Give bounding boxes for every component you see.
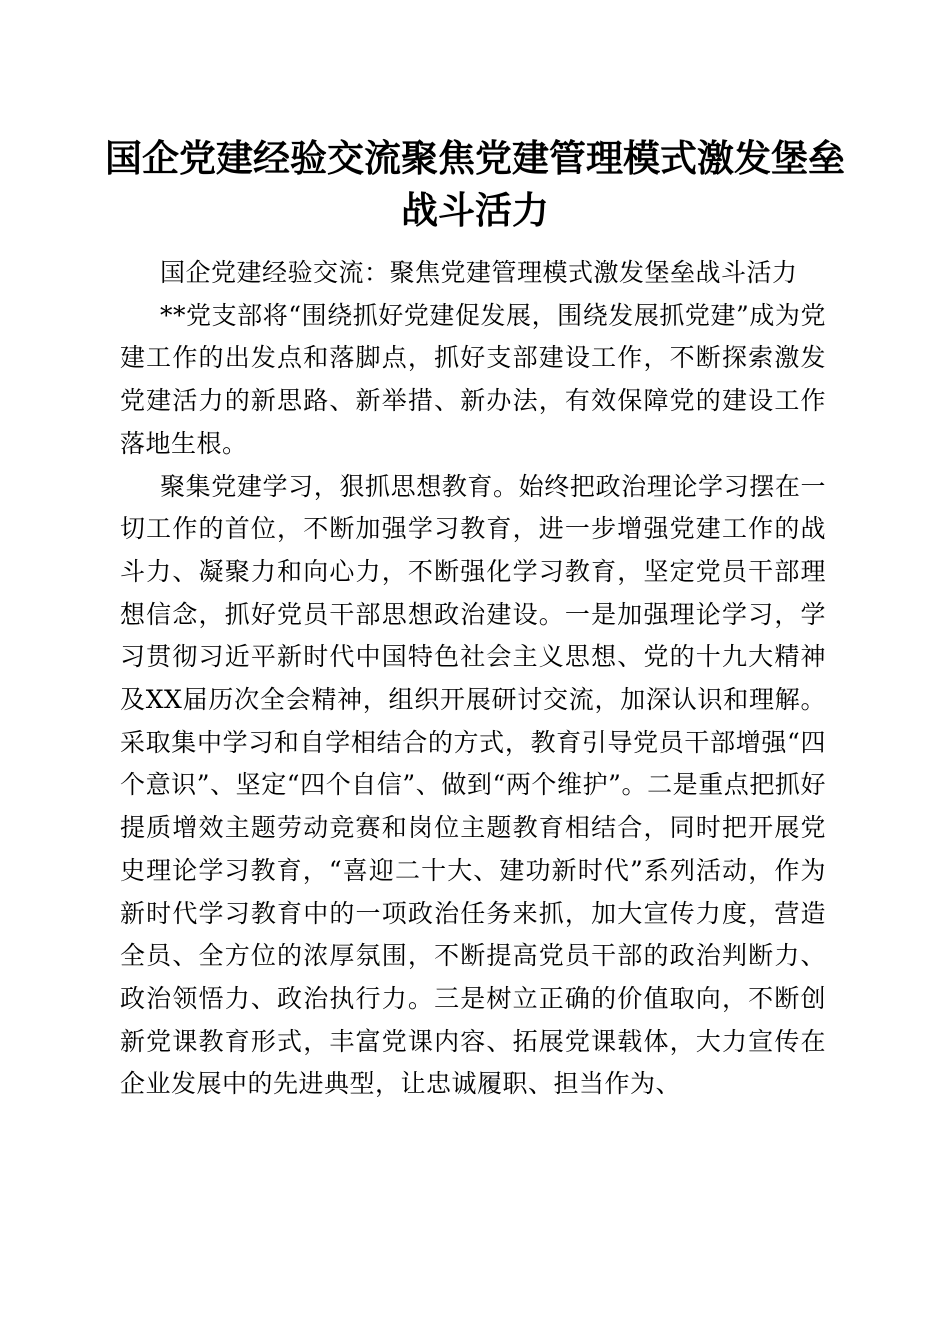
title-line-2: 战斗活力	[401, 188, 549, 232]
document-body	[120, 252, 826, 1106]
document-title	[100, 132, 850, 236]
subtitle-paragraph: 国企党建经验交流：聚焦党建管理模式激发堡垒战斗活力	[160, 258, 798, 287]
study-paragraph: 聚集党建学习，狠抓思想教育。始终把政治理论学习摆在一切工作的首位，不断加强学习教育，进一步增强党建工作的战斗力、凝聚力和向心力，不断强化学习教育，坚定党员干部理想信念，抓好党员干部思想政治建设。一是加强理论学习，学习贯彻习近平新时代中国特色社会主义思想、党的十九大精神及XX届历次全会精神，组织开展研讨交流，加深认识和理解。采取集中学习和自学相结合的方式，教育引导党员干部增强“四个意识”、坚定“四个自信”、做到“两个维护”。二是重点把抓好提质增效主题劳动竞赛和岗位主题教育相结合，同时把开展党史理论学习教育，“喜迎二十大、建功新时代”系列活动，作为新时代学习教育中的一项政治任务来抓，加大宣传力度，营造全员、全方位的浓厚氛围，不断提高党员干部的政治判断力、政治领悟力、政治执行力。三是树立正确的价值取向，不断创新党课教育形式，丰富党课内容、拓展党课载体，大力宣传在企业发展中的先进典型，让忠诚履职、担当作为、	[120, 471, 826, 1099]
intro-paragraph: **党支部将“围绕抓好党建促发展，围绕发展抓党建”成为党建工作的出发点和落脚点，抓好支部建设工作，不断探索激发党建活力的新思路、新举措、新办法，有效保障党的建设工作落地生根。	[120, 300, 826, 458]
title-line-1: 国企党建经验交流聚焦党建管理模式激发堡垒	[105, 136, 845, 180]
